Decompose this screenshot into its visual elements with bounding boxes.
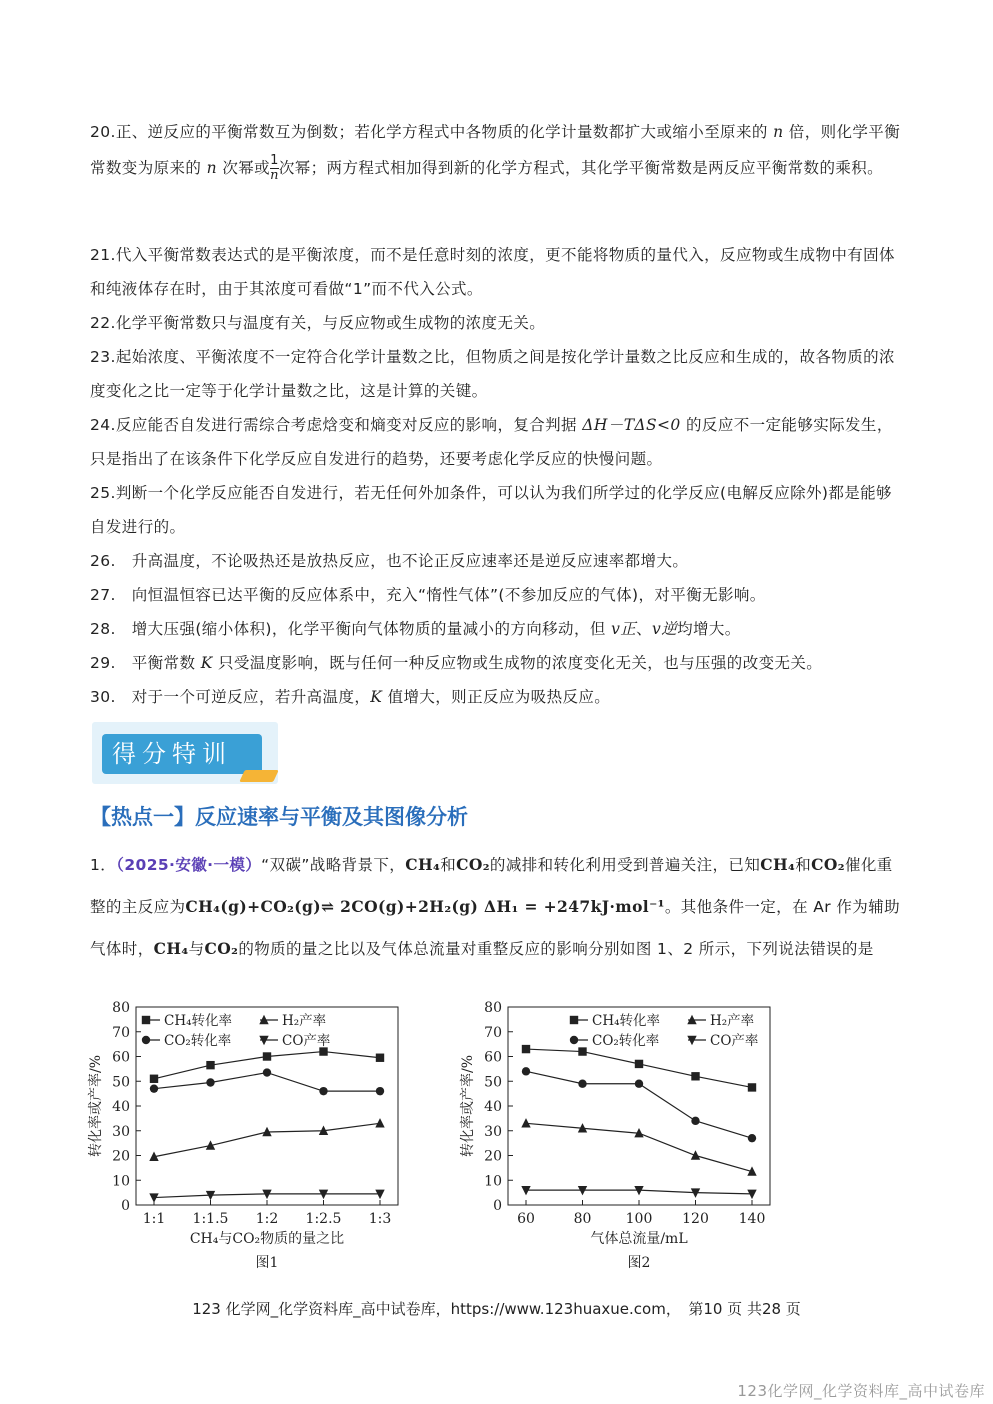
q-text-12: 与 xyxy=(188,940,205,958)
y-axis-label: 转化率或产率/% xyxy=(460,1054,476,1158)
book-icon xyxy=(239,770,279,782)
item-24 xyxy=(90,408,905,476)
item-22-text: 22.化学平衡常数只与温度有关，与反应物或生成物的浓度无关。 xyxy=(90,314,546,332)
x-tick-label: 1:1.5 xyxy=(192,1211,229,1227)
chart-figure-2 xyxy=(452,995,792,1275)
data-point xyxy=(578,1080,586,1088)
fraction-denominator: n xyxy=(270,168,279,183)
data-point xyxy=(206,1061,214,1069)
q-text-0: “双碳”战略背景下， xyxy=(261,856,406,874)
x-axis-label: CH₄与CO₂物质的量之比 xyxy=(189,1231,345,1247)
y-tick-label: 0 xyxy=(493,1198,502,1214)
data-point xyxy=(748,1083,756,1091)
y-tick-label: 30 xyxy=(112,1123,130,1140)
q-chem-ch4-3: CH₄ xyxy=(153,939,189,958)
item-30-text-a: 30. 对于一个可逆反应，若升高温度， xyxy=(90,688,371,706)
y-tick-label: 30 xyxy=(484,1123,502,1140)
item-20-var-n: n xyxy=(773,123,784,141)
y-tick-label: 20 xyxy=(484,1148,502,1165)
x-tick-label: 120 xyxy=(682,1211,709,1227)
q-chem-co2: CO₂ xyxy=(456,855,490,874)
item-29 xyxy=(90,646,905,680)
page-footer: 123 化学网_化学资料库_高中试卷库，https://www.123huaxue.com， 第10 页 共28 页 xyxy=(192,1300,801,1318)
data-point xyxy=(376,1087,384,1095)
q-chem-co2-2: CO₂ xyxy=(811,855,845,874)
x-tick-label: 1:2 xyxy=(255,1211,279,1227)
y-tick-label: 50 xyxy=(484,1074,502,1091)
figure-caption: 图1 xyxy=(255,1255,279,1271)
item-30-text-b: 值增大，则正反应为吸热反应。 xyxy=(382,688,611,706)
fraction-1-over-n xyxy=(270,154,279,183)
y-tick-label: 50 xyxy=(112,1074,130,1091)
data-point xyxy=(522,1045,530,1053)
y-tick-label: 0 xyxy=(121,1198,130,1214)
data-point xyxy=(376,1054,384,1062)
data-point xyxy=(150,1075,158,1083)
item-28-text-a: 28. 增大压强(缩小体积)，化学平衡向气体物质的量减小的方向移动，但 xyxy=(90,620,612,638)
item-22 xyxy=(90,306,905,340)
data-point xyxy=(691,1072,699,1080)
q-equation: CH₄(g)+CO₂(g)⇌ 2CO(g)+2H₂(g) ΔH₁ = +247kJ·mol⁻¹ xyxy=(185,897,665,916)
legend-label: CO产率 xyxy=(710,1033,759,1049)
q-chem-co2-3: CO₂ xyxy=(204,939,239,958)
q-text-2: 和 xyxy=(440,856,457,874)
item-20-var-n2: n xyxy=(206,159,218,177)
legend-label: CH₄转化率 xyxy=(164,1013,233,1029)
item-24-text-a: 24.反应能否自发进行需综合考虑焓变和熵变对反应的影响，复合判据 xyxy=(90,416,583,434)
item-21 xyxy=(90,238,905,306)
x-axis-label: 气体总流量/mL xyxy=(590,1231,688,1247)
chart-figure-1 xyxy=(80,995,420,1275)
data-point xyxy=(263,1068,271,1076)
item-24-formula: ΔH－TΔS<0 xyxy=(582,416,681,434)
item-20 xyxy=(90,114,905,186)
data-point xyxy=(522,1067,530,1075)
figure-1 xyxy=(80,995,420,1275)
q-text-10: 。其他条件一定，在 Ar 作为辅助气体时， xyxy=(90,898,901,958)
data-point xyxy=(521,1118,530,1127)
q-text-4: 的减排和转化利用受到普遍关注，已知 xyxy=(489,856,761,874)
item-30 xyxy=(90,680,905,714)
x-tick-label: 1:1 xyxy=(142,1211,166,1227)
item-23-text: 23.起始浓度、平衡浓度不一定符合化学计量数之比，但物质之间是按化学计量数之比反应和生成的，故各物质的浓度变化之比一定等于化学计量数之比，这是计算的关键。 xyxy=(90,348,895,400)
q-text-14: 的物质的量之比以及气体总流量对重整反应的影响分别如图 1、2 所示，下列说法错误的是 xyxy=(238,940,874,958)
x-tick-label: 60 xyxy=(517,1211,535,1227)
item-21-text: 21.代入平衡常数表达式的是平衡浓度，而不是任意时刻的浓度，更不能将物质的量代入，反应物或生成物中有固体和纯液体存在时，由于其浓度可看做“1”而不代入公式。 xyxy=(90,246,895,298)
item-29-k: K xyxy=(200,654,213,672)
y-tick-label: 80 xyxy=(112,1000,130,1016)
q-chem-ch4-2: CH₄ xyxy=(760,855,796,874)
item-20-text-b: 倍，则化学平衡常数变为原来的 xyxy=(90,123,901,177)
item-30-k: K xyxy=(370,688,383,706)
legend-label: CO₂转化率 xyxy=(164,1033,232,1049)
item-25 xyxy=(90,476,905,544)
data-point xyxy=(691,1117,699,1125)
item-27-text: 27. 向恒温恒容已达平衡的反应体系中，充入“惰性气体”(不参加反应的气体)，对平衡无影响。 xyxy=(90,586,766,604)
item-26-text: 26. 升高温度，不论吸热还是放热反应，也不论正反应速率还是逆反应速率都增大。 xyxy=(90,552,689,570)
item-25-text: 25.判断一个化学反应能否自发进行，若无任何外加条件，可以认为我们所学过的化学反应(电解反应除外)都是能够自发进行的。 xyxy=(90,484,892,536)
item-20-text-a: 20.正、逆反应的平衡常数互为倒数；若化学方程式中各物质的化学计量数都扩大或缩小至原来的 xyxy=(90,123,774,141)
item-29-text-a: 29. 平衡常数 xyxy=(90,654,201,672)
watermark: 123化学网_化学资料库_高中试卷库 xyxy=(737,1382,985,1400)
y-axis-label: 转化率或产率/% xyxy=(88,1054,104,1158)
data-point xyxy=(375,1118,384,1127)
data-point xyxy=(206,1078,214,1086)
item-28-v-reverse: v逆 xyxy=(652,620,678,638)
y-tick-label: 10 xyxy=(484,1173,502,1190)
data-point xyxy=(149,1193,158,1202)
item-24-text-b: 的反应不一定能够实际发生，只是指出了在该条件下化学反应自发进行的趋势，还要考虑化学反应的快慢问题。 xyxy=(90,416,893,468)
item-23 xyxy=(90,340,905,408)
item-20-text-c: 次幂或 xyxy=(217,159,271,177)
data-point xyxy=(691,1150,700,1159)
y-tick-label: 20 xyxy=(112,1148,130,1165)
legend-label: CH₄转化率 xyxy=(592,1013,661,1029)
x-tick-label: 1:3 xyxy=(368,1211,392,1227)
legend-marker xyxy=(142,1016,150,1024)
q-text-6: 和 xyxy=(795,856,812,874)
question-1 xyxy=(90,844,905,970)
legend-marker xyxy=(570,1016,578,1024)
y-tick-label: 40 xyxy=(484,1099,502,1115)
item-28 xyxy=(90,612,905,646)
y-tick-label: 10 xyxy=(112,1173,130,1190)
question-source: （2025·安徽·一模） xyxy=(116,856,262,874)
legend-marker xyxy=(570,1036,578,1044)
q-chem-ch4: CH₄ xyxy=(405,855,441,874)
y-tick-label: 60 xyxy=(484,1049,502,1066)
data-point xyxy=(150,1084,158,1092)
legend-label: H₂产率 xyxy=(282,1013,327,1029)
y-tick-label: 80 xyxy=(484,1000,502,1016)
section-banner xyxy=(92,722,278,784)
y-tick-label: 70 xyxy=(112,1024,130,1041)
x-tick-label: 80 xyxy=(573,1211,592,1227)
legend-label: CO₂转化率 xyxy=(592,1033,660,1049)
item-29-text-b: 只受温度影响，既与任何一种反应物或生成物的浓度变化无关，也与压强的改变无关。 xyxy=(212,654,823,672)
data-point xyxy=(635,1080,643,1088)
fraction-numerator: 1 xyxy=(270,153,279,168)
item-27 xyxy=(90,578,905,612)
data-point xyxy=(319,1087,327,1095)
y-tick-label: 40 xyxy=(112,1099,130,1115)
section-title: 【热点一】反应速率与平衡及其图像分析 xyxy=(90,805,468,829)
y-tick-label: 70 xyxy=(484,1024,502,1041)
question-number: 1． xyxy=(90,856,117,874)
figure-2 xyxy=(452,995,792,1275)
item-28-text-b: 均增大。 xyxy=(677,620,741,638)
q-text-8: 催化重整的主反应为 xyxy=(90,856,893,916)
data-point xyxy=(635,1060,643,1068)
data-point xyxy=(748,1134,756,1142)
data-point xyxy=(263,1052,271,1060)
legend-label: CO产率 xyxy=(282,1033,331,1049)
figure-caption: 图2 xyxy=(627,1255,651,1271)
item-26 xyxy=(90,544,905,578)
banner-label: 得分特训 xyxy=(112,740,232,768)
item-28-sep: 、 xyxy=(636,620,653,638)
item-20-text-d: 次幂；两方程式相加得到新的化学方程式，其化学平衡常数是两反应平衡常数的乘积。 xyxy=(278,159,884,177)
x-tick-label: 100 xyxy=(625,1211,653,1227)
legend-label: H₂产率 xyxy=(710,1013,755,1029)
item-28-v-forward: v正 xyxy=(611,620,637,638)
legend-marker xyxy=(142,1036,150,1044)
y-tick-label: 60 xyxy=(112,1049,130,1066)
x-tick-label: 140 xyxy=(738,1211,766,1227)
data-point xyxy=(578,1047,586,1055)
x-tick-label: 1:2.5 xyxy=(305,1211,342,1227)
